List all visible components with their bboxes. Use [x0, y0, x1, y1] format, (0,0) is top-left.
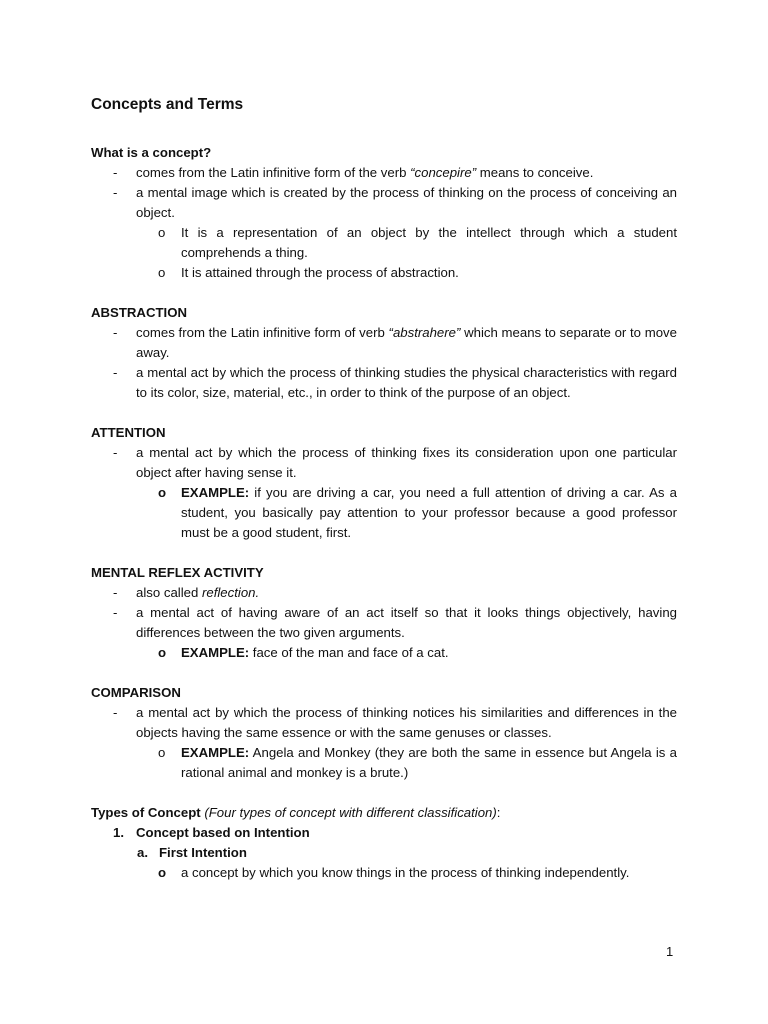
section-heading-comparison: COMPARISON	[91, 685, 181, 700]
italic-term: reflection.	[201, 585, 260, 600]
item-text: Concept based on Intention	[136, 825, 310, 840]
sub-list-item	[91, 743, 677, 783]
item-text: also called	[136, 585, 202, 600]
number-marker: 1.	[113, 825, 124, 840]
spacer	[91, 543, 677, 563]
example-label: EXAMPLE:	[181, 485, 250, 500]
italic-term: “concepire”	[410, 165, 477, 180]
circle-bullet-icon: o	[158, 645, 167, 660]
item-text: a mental act by which the process of thinking studies the physical characteristics with regard to its color, size, material, etc., in order to think of the purpose of an object.	[136, 365, 677, 400]
item-text: face of the man and face of a cat.	[249, 645, 449, 660]
spacer	[91, 283, 677, 303]
sub-list-item	[91, 263, 677, 283]
item-text: which means to separate or to move away.	[136, 325, 677, 360]
page-number: 1	[666, 944, 674, 959]
item-text: First Intention	[159, 845, 247, 860]
circle-bullet-icon: o	[158, 865, 167, 880]
section-heading-concept: What is a concept?	[91, 145, 212, 160]
numbered-item	[91, 823, 677, 843]
list-item	[91, 183, 677, 223]
types-heading-note: (Four types of concept with different classification)	[200, 805, 497, 820]
dash-marker: -	[113, 605, 118, 620]
sub-list-item	[91, 223, 677, 263]
types-heading: Types of Concept	[91, 805, 201, 820]
list-item	[91, 163, 677, 183]
spacer	[91, 403, 677, 423]
circle-bullet-icon: o	[158, 225, 166, 240]
sub-list-item	[91, 483, 677, 543]
sub-list-item	[91, 643, 677, 663]
spacer	[91, 783, 677, 803]
sub-list-item	[91, 863, 677, 883]
item-text: a mental image which is created by the process of thinking on the process of conceiving an object.	[136, 185, 677, 220]
page-content	[91, 94, 677, 883]
item-text: comes from the Latin infinitive form of the verb	[136, 165, 411, 180]
example-label: EXAMPLE:	[181, 745, 250, 760]
spacer	[91, 663, 677, 683]
list-item	[91, 703, 677, 743]
section-heading-types	[91, 803, 677, 823]
section-heading-abstraction: ABSTRACTION	[91, 305, 187, 320]
dash-marker: -	[113, 185, 118, 200]
item-text: comes from the Latin infinitive form of verb	[136, 325, 389, 340]
circle-bullet-icon: o	[158, 745, 166, 760]
italic-term: “abstrahere”	[388, 325, 461, 340]
item-text: a concept by which you know things in the process of thinking independently.	[181, 865, 630, 880]
item-text: a mental act by which the process of thinking fixes its consideration upon one particular object after having sense it.	[136, 445, 677, 480]
letter-marker: a.	[137, 845, 148, 860]
item-text: a mental act by which the process of thinking notices his similarities and differences in the objects having the same essence or with the same genuses or classes.	[136, 705, 677, 740]
list-item	[91, 603, 677, 643]
circle-bullet-icon: o	[158, 485, 167, 500]
item-text: It is attained through the process of abstraction.	[181, 265, 459, 280]
item-text: means to conceive.	[476, 165, 594, 180]
page-title: Concepts and Terms	[91, 96, 244, 113]
section-heading-reflex: MENTAL REFLEX ACTIVITY	[91, 565, 264, 580]
list-item	[91, 443, 677, 483]
dash-marker: -	[113, 705, 118, 720]
item-text: a mental act of having aware of an act itself so that it looks things objectively, having differences between the two given arguments.	[136, 605, 677, 640]
list-item	[91, 363, 677, 403]
section-heading-attention: ATTENTION	[91, 425, 166, 440]
dash-marker: -	[113, 585, 118, 600]
item-text: It is a representation of an object by the intellect through which a student comprehends a thing.	[181, 225, 677, 260]
dash-marker: -	[113, 445, 118, 460]
list-item	[91, 583, 677, 603]
item-text: Angela and Monkey (they are both the same in essence but Angela is a rational animal and monkey is a brute.)	[181, 745, 677, 780]
item-text: if you are driving a car, you need a full attention of driving a car. As a student, you basically pay attention to your professor because a good professor must be a good student, first.	[181, 485, 677, 540]
example-label: EXAMPLE:	[181, 645, 250, 660]
circle-bullet-icon: o	[158, 265, 166, 280]
lettered-item	[91, 843, 677, 863]
types-heading-colon: :	[496, 805, 501, 820]
dash-marker: -	[113, 365, 118, 380]
list-item	[91, 323, 677, 363]
dash-marker: -	[113, 165, 118, 180]
dash-marker: -	[113, 325, 118, 340]
